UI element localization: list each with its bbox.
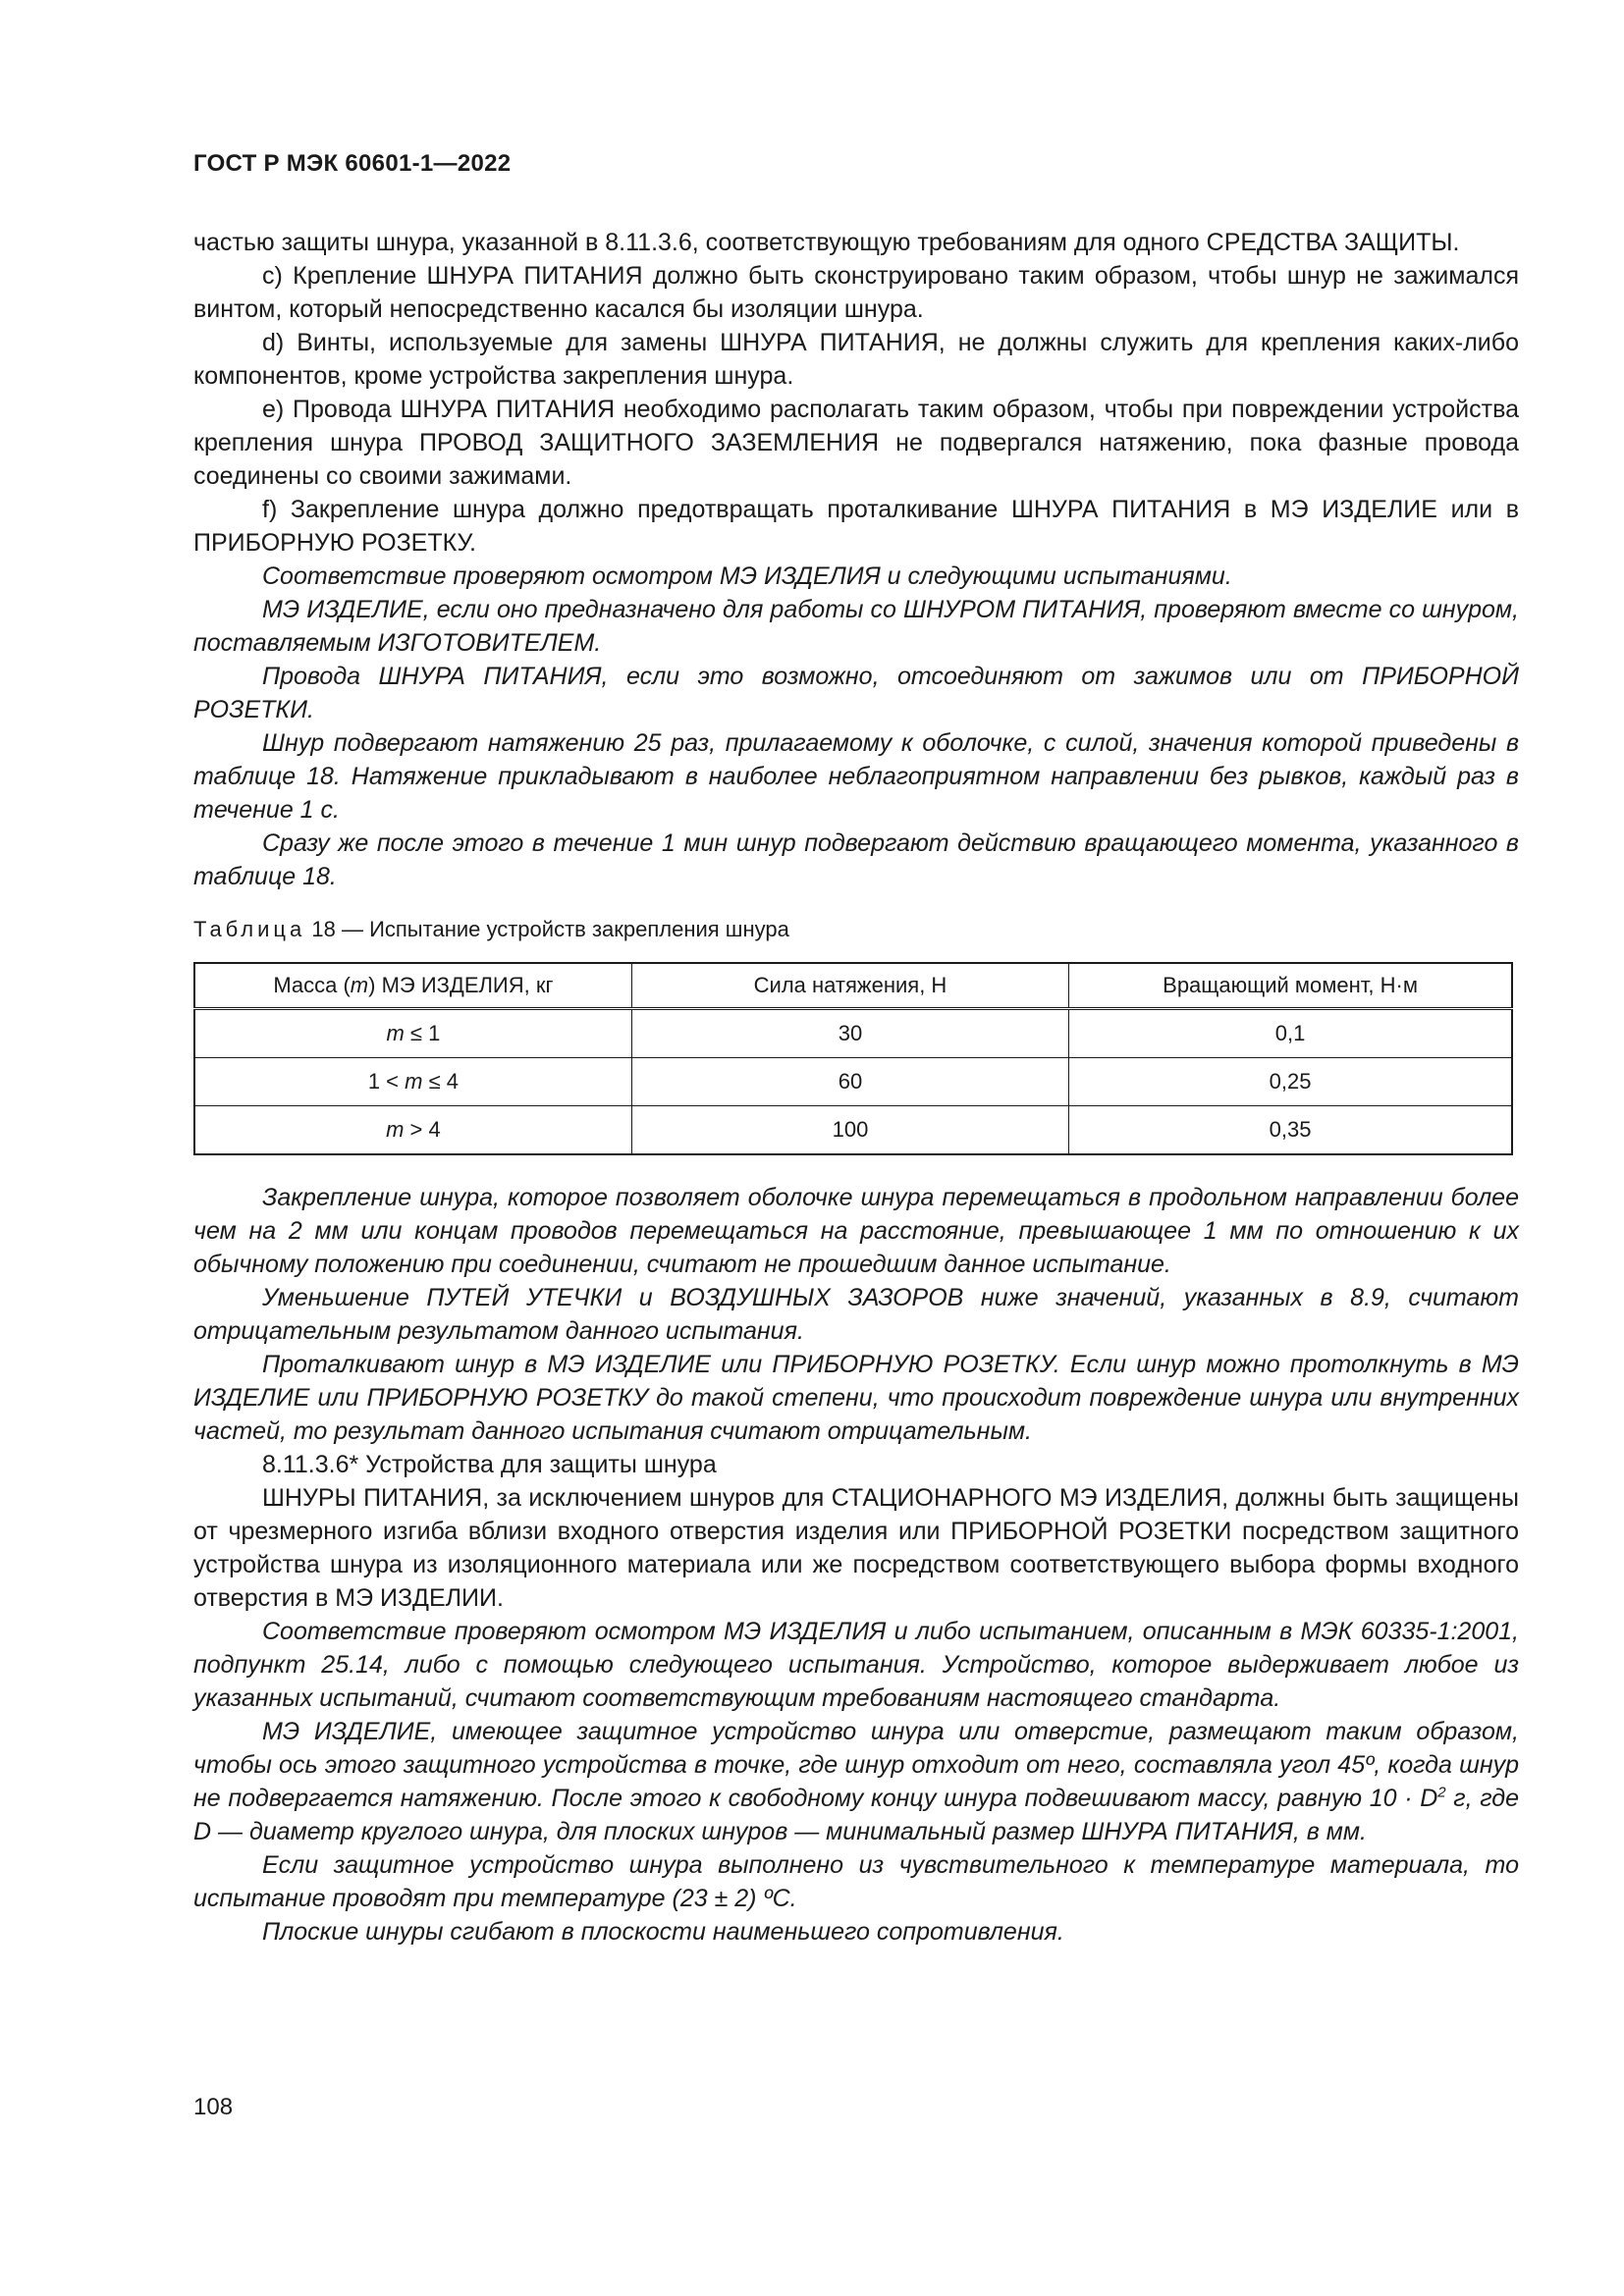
paragraph-test-cord: МЭ ИЗДЕЛИЕ, если оно предназначено для работы со ШНУРОМ ПИТАНИЯ, проверяют вместе со шнуром, поставляемым ИЗГОТОВИТЕЛЕМ. [193,596,1519,657]
section-heading-8-11-3-6: 8.11.3.6* Устройства для защиты шнура [262,1451,717,1478]
table-cell-torque: 0,25 [1069,1058,1512,1106]
paragraph-item-d: d) Винты, используемые для замены ШНУРА ПИТАНИЯ, не должны служить для крепления каких-либо компонентов, кроме устройства закрепления шнура. [193,329,1519,390]
table-row [194,1058,1512,1106]
mass-text-after: г, где D — диаметр круглого шнура, для плоских шнуров — минимальный размер ШНУРА ПИТАНИЯ, в мм. [193,1785,1519,1845]
table-row [194,1009,1512,1058]
table-caption [193,915,1519,944]
mass-superscript: 2 [1437,1784,1446,1801]
paragraph-cord-guards: ШНУРЫ ПИТАНИЯ, за исключением шнуров для СТАЦИОНАРНОГО МЭ ИЗДЕЛИЯ, должны быть защищены от чрезмерного изгиба вблизи входного отверстия изделия или ПРИБОРНОЙ РОЗЕТКИ посредством защитного устройства шнура из изоляционного материала или же посредством соответствующего выбора формы входного отверстия в МЭ ИЗДЕЛИИ. [193,1484,1519,1612]
table-row [194,1106,1512,1155]
table-cell-force: 30 [631,1009,1068,1058]
paragraph-item-f: f) Закрепление шнура должно предотвращать проталкивание ШНУРА ПИТАНИЯ в МЭ ИЗДЕЛИЕ или в ПРИБОРНУЮ РОЗЕТКУ. [193,496,1519,557]
paragraph-displacement: Закрепление шнура, которое позволяет оболочке шнура перемещаться в продольном направлении более чем на 2 мм или концам проводов перемещаться на расстояние, превышающее 1 мм по отношению к их обычному положению при соединении, считают не прошедшим данное испытание. [193,1184,1519,1278]
paragraph-mass-test [193,1715,1519,1848]
paragraph-compliance: Соответствие проверяют осмотром МЭ ИЗДЕЛИЯ и следующими испытаниями. [262,562,1232,590]
table-cell-mass: m > 4 [194,1106,631,1155]
paragraph-creepage: Уменьшение ПУТЕЙ УТЕЧКИ и ВОЗДУШНЫХ ЗАЗОРОВ ниже значений, указанных в 8.9, считают отрицательным результатом данного испытания. [193,1284,1519,1345]
mass-text-before: МЭ ИЗДЕЛИЕ, имеющее защитное устройство шнура или отверстие, размещают таким образом, чтобы ось этого защитного устройства в точке, где шнур отходит от него, составляла угол 45º, когда шнур не подвергается натяжению. После этого к свободному концу шнура подвешивают массу, равную 10 · D [193,1718,1519,1812]
paragraph-item-e: e) Провода ШНУРА ПИТАНИЯ необходимо располагать таким образом, чтобы при повреждении устройства крепления шнура ПРОВОД ЗАЩИТНОГО ЗАЗЕМЛЕНИЯ не подвергался натяжению, пока фазные провода соединены со своими зажимами. [193,396,1519,490]
paragraph-flat-cords: Плоские шнуры сгибают в плоскости наименьшего сопротивления. [262,1918,1064,1946]
variable-m: m [405,1069,423,1094]
paragraph-continuation: частью защиты шнура, указанной в 8.11.3.6, соответствующую требованиям для одного СРЕДСТВА ЗАЩИТЫ. [193,229,1460,256]
table-cell-mass: 1 < m ≤ 4 [194,1058,631,1106]
table-cell-torque: 0,1 [1069,1009,1512,1058]
paragraph-item-c: c) Крепление ШНУРА ПИТАНИЯ должно быть сконструировано таким образом, чтобы шнур не зажимался винтом, который непосредственно касался бы изоляции шнура. [193,262,1519,323]
table-header-mass: Масса (m) МЭ ИЗДЕЛИЯ, кг [194,963,631,1009]
table-cell-torque: 0,35 [1069,1106,1512,1155]
paragraph-pull-test: Шнур подвергают натяжению 25 раз, прилагаемому к оболочке, с силой, значения которой приведены в таблице 18. Натяжение прикладывают в наиболее неблагоприятном направлении без рывков, каждый раз в течение 1 с. [193,729,1519,824]
table-header-torque: Вращающий момент, Н·м [1069,963,1512,1009]
table-cell-force: 100 [631,1106,1068,1155]
paragraph-push-test: Проталкивают шнур в МЭ ИЗДЕЛИЕ или ПРИБОРНУЮ РОЗЕТКУ. Если шнур можно протолкнуть в МЭ ИЗДЕЛИЕ или ПРИБОРНУЮ РОЗЕТКУ до такой степени, что происходит повреждение шнура или внутренних частей, то результат данного испытания считают отрицательным. [193,1351,1519,1445]
table-cell-mass: m ≤ 1 [194,1009,631,1058]
document-header: ГОСТ Р МЭК 60601-1—2022 [193,150,512,177]
page-content [193,226,1519,1949]
paragraph-disconnect: Провода ШНУРА ПИТАНИЯ, если это возможно, отсоединяют от зажимов или от ПРИБОРНОЙ РОЗЕТКИ. [193,663,1519,723]
table-cell-force: 60 [631,1058,1068,1106]
variable-m: m [386,1021,405,1045]
table-caption-title: 18 — Испытание устройств закрепления шнура [311,917,789,941]
variable-m: m [350,973,369,997]
table-header-pull-force: Сила натяжения, Н [631,963,1068,1009]
section-after-table [193,1181,1519,1949]
cord-anchorage-test-table [193,962,1513,1155]
paragraph-compliance-guards: Соответствие проверяют осмотром МЭ ИЗДЕЛИЯ и либо испытанием, описанным в МЭК 60335-1:2001, подпункт 25.14, либо с помощью следующего испытания. Устройство, которое выдерживает любое из указанных испытаний, считают соответствующим требованиям настоящего стандарта. [193,1618,1519,1712]
paragraph-temperature: Если защитное устройство шнура выполнено из чувствительного к температуре материала, то испытание проводят при температуре (23 ± 2) ºС. [193,1851,1519,1912]
variable-m: m [386,1117,405,1142]
table-header-row [194,963,1512,1009]
page-number: 108 [193,2094,234,2120]
table-caption-word: Таблица [193,917,306,941]
paragraph-torque-test: Сразу же после этого в течение 1 мин шнур подвергают действию вращающего момента, указанного в таблице 18. [193,829,1519,890]
